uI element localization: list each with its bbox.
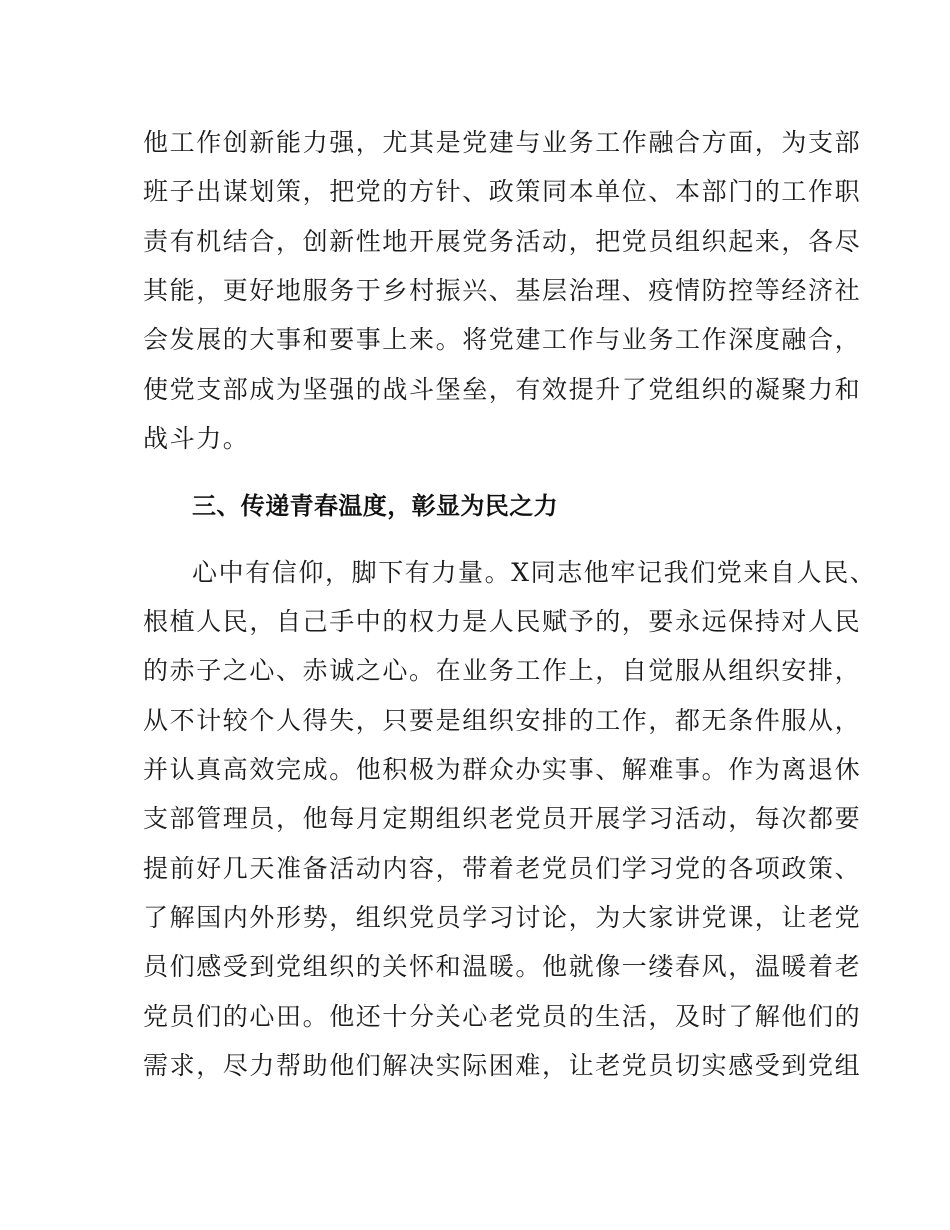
paragraph-line: 班子出谋划策，把党的方针、政策同本单位、本部门的工作职 bbox=[143, 177, 862, 206]
section-heading: 三、传递青春温度，彰显为民之力 bbox=[192, 492, 558, 520]
paragraph-line: 其能，更好地服务于乡村振兴、基层治理、疫情防控等经济社 bbox=[143, 276, 862, 305]
paragraph-line: 从不计较个人得失，只要是组织安排的工作，都无条件服从， bbox=[143, 706, 862, 735]
paragraph-line: 党员们的心田。他还十分关心老党员的生活，及时了解他们的 bbox=[143, 1002, 862, 1031]
paragraph-line: 员们感受到党组织的关怀和温暖。他就像一缕春风，温暖着老 bbox=[143, 952, 862, 981]
paragraph-line: 战斗力。 bbox=[143, 424, 250, 453]
paragraph-line: 支部管理员，他每月定期组织老党员开展学习活动，每次都要 bbox=[143, 804, 862, 833]
paragraph-line: 使党支部成为坚强的战斗堡垒，有效提升了党组织的凝聚力和 bbox=[143, 375, 862, 404]
paragraph-line: 会发展的大事和要事上来。将党建工作与业务工作深度融合， bbox=[143, 325, 862, 354]
paragraph-line: 心中有信仰，脚下有力量。X同志他牢记我们党来自人民、 bbox=[192, 558, 877, 587]
paragraph-line: 的赤子之心、赤诚之心。在业务工作上，自觉服从组织安排， bbox=[143, 656, 862, 685]
paragraph-line: 根植人民，自己手中的权力是人民赋予的，要永远保持对人民 bbox=[143, 607, 862, 636]
paragraph-line: 需求，尽力帮助他们解决实际困难，让老党员切实感受到党组 bbox=[143, 1051, 862, 1080]
paragraph-line: 提前好几天准备活动内容，带着老党员们学习党的各项政策、 bbox=[143, 854, 862, 883]
paragraph-line: 了解国内外形势，组织党员学习讨论，为大家讲党课，让老党 bbox=[143, 903, 862, 932]
paragraph-line: 责有机结合，创新性地开展党务活动，把党员组织起来，各尽 bbox=[143, 227, 862, 256]
paragraph-line: 他工作创新能力强，尤其是党建与业务工作融合方面，为支部 bbox=[143, 128, 862, 157]
paragraph-line: 并认真高效完成。他积极为群众办实事、解难事。作为离退休 bbox=[143, 755, 862, 784]
